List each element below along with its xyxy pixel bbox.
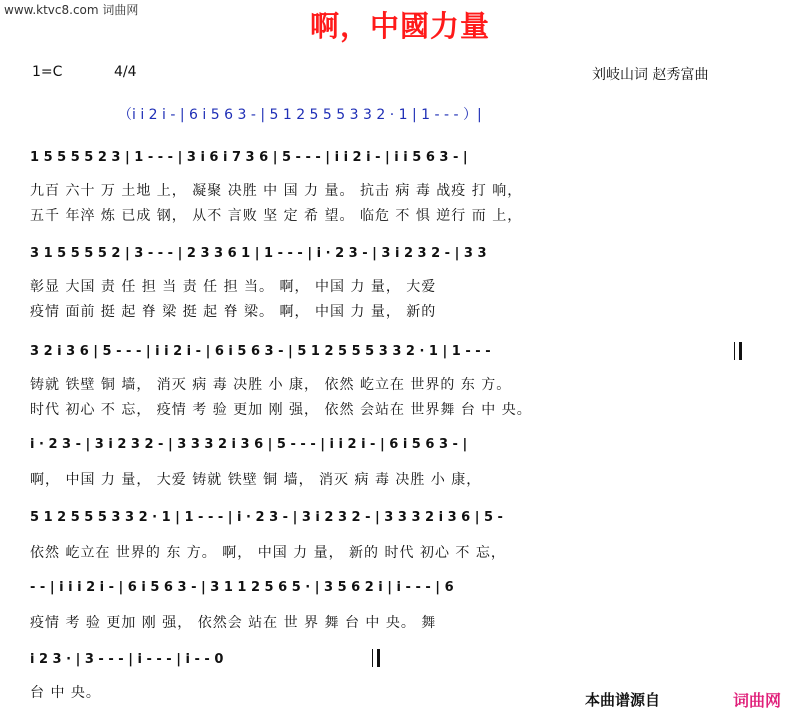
- lyric-line-4: 啊， 中国 力 量， 大爱 铸就 铁壁 铜 墙， 消灭 病 毒 决胜 小 康，: [30, 472, 482, 488]
- lyric-line-2a: 彰显 大国 责 任 担 当 责 任 担 当。 啊， 中国 力 量， 大爱: [30, 279, 437, 295]
- notation-line-4: i · 2 3 - | 3 i 2 3 2 - | 3 3 3 2 i 3 6 | 5 - - - | i i 2 i - | 6 i 5 6 3 - |: [30, 437, 468, 452]
- lyric-line-1b: 五千 年淬 炼 已成 钢， 从不 言败 坚 定 希 望。 临危 不 惧 逆行 而 上，: [30, 208, 523, 224]
- notation-line-6: - - | i i i 2 i - | 6 i 5 6 3 - | 3 1 1 2 5 6 5 · | 3 5 6 2 i | i - - - | 6: [30, 580, 454, 595]
- lyric-line-5: 依然 屹立在 世界的 东 方。 啊， 中国 力 量， 新的 时代 初心 不 忘，: [30, 545, 506, 561]
- lyric-line-6: 疫情 考 验 更加 刚 强， 依然会 站在 世 界 舞 台 中 央。 舞: [30, 615, 437, 631]
- notation-line-7: i 2 3 · | 3 - - - | i - - - | i - - 0: [30, 652, 224, 667]
- notation-line-2: 3 1 5 5 5 5 2 | 3 - - - | 2 3 3 6 1 | 1 - - - | i · 2 3 - | 3 i 2 3 2 - | 3 3: [30, 246, 487, 261]
- lyric-line-2b: 疫情 面前 挺 起 脊 梁 挺 起 脊 梁。 啊， 中国 力 量， 新的: [30, 304, 437, 320]
- site-url[interactable]: www.ktvc8.com 词曲网: [4, 3, 139, 17]
- credits: 刘岐山词 赵秀富曲: [592, 67, 709, 83]
- notation-line-1: 1 5 5 5 5 2 3 | 1 - - - | 3 i 6 i 7 3 6 | 5 - - - | i i 2 i - | i i 5 6 3 - |: [30, 150, 468, 165]
- intro-notation: （i i 2 i - | 6 i 5 6 3 - | 5 1 2 5 5 5 3 3 2 · 1 | 1 - - - ）|: [118, 107, 482, 123]
- lyric-line-3b: 时代 初心 不 忘， 疫情 考 验 更加 刚 强， 依然 会站在 世界舞 台 中 央。: [30, 402, 532, 418]
- lyric-line-3a: 铸就 铁壁 铜 墙， 消灭 病 毒 决胜 小 康， 依然 屹立在 世界的 东 方。: [30, 377, 512, 393]
- footer-source: 本曲谱源自: [585, 691, 661, 709]
- lyric-line-1a: 九百 六十 万 土地 上， 凝聚 决胜 中 国 力 量。 抗击 病 毒 战疫 打 响，: [30, 183, 523, 199]
- repeat-barline-thick: [739, 342, 742, 360]
- lyric-line-7: 台 中 央。: [30, 685, 101, 701]
- time-signature: 4/4: [114, 64, 137, 80]
- notation-line-5: 5 1 2 5 5 5 3 3 2 · 1 | 1 - - - | i · 2 3 - | 3 i 2 3 2 - | 3 3 3 2 i 3 6 | 5 -: [30, 510, 503, 525]
- repeat-barline: [734, 342, 735, 360]
- notation-line-3: 3 2 i 3 6 | 5 - - - | i i 2 i - | 6 i 5 6 3 - | 5 1 2 5 5 5 3 3 2 · 1 | 1 - - -: [30, 344, 491, 359]
- final-barline: [372, 649, 373, 667]
- key-signature: 1=C: [32, 64, 63, 80]
- footer-logo[interactable]: 词曲网: [733, 691, 782, 710]
- song-title: 啊，中國力量: [309, 9, 490, 43]
- final-barline-thick: [377, 649, 380, 667]
